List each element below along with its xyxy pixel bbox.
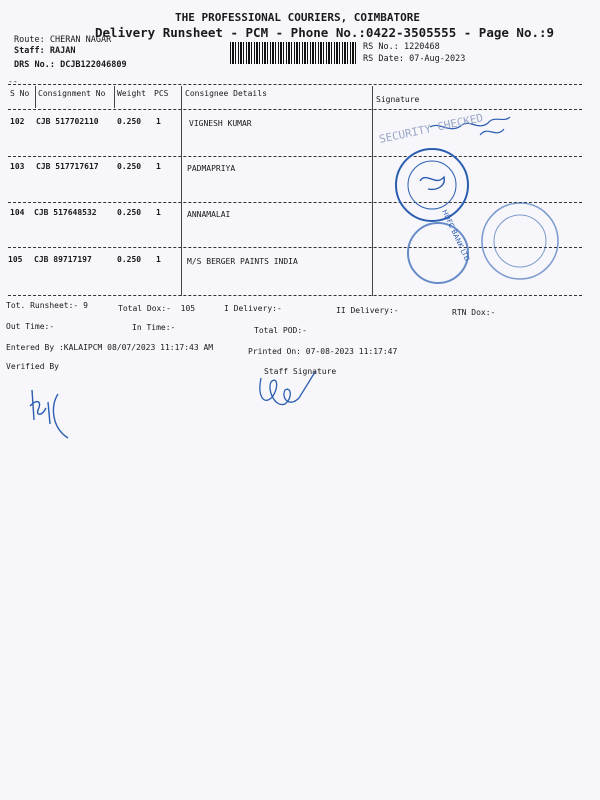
staff-value: RAJAN bbox=[49, 46, 76, 56]
printed-on: Printed On: 07-08-2023 11:17:47 bbox=[248, 347, 398, 356]
rs-date-label: RS Date: bbox=[363, 54, 404, 64]
drs-value: DCJB122046809 bbox=[60, 60, 127, 70]
verifier-signature bbox=[24, 380, 84, 442]
row-sno: 104 bbox=[10, 208, 25, 217]
row-consignment: CJB 89717197 bbox=[34, 255, 92, 264]
route-label: Route: bbox=[14, 35, 45, 45]
security-stamp-text: SECURITY CHECKED bbox=[377, 111, 485, 146]
tot-runsheet: Tot. Runsheet:- 9 bbox=[6, 301, 88, 310]
row-pcs: 1 bbox=[156, 255, 161, 264]
row-weight: 0.250 bbox=[117, 208, 142, 217]
row-consignee: M/S BERGER PAINTS INDIA bbox=[187, 257, 298, 266]
rs-no-value: 1220468 bbox=[403, 42, 440, 52]
rs-date-row bbox=[363, 54, 465, 64]
row-consignee: PADMAPRIYA bbox=[187, 164, 236, 173]
rs-no-row bbox=[363, 42, 440, 52]
entered-by: Entered By :KALAIPCM 08/07/2023 11:17:43 AM bbox=[6, 343, 214, 352]
delivery-stamps bbox=[370, 95, 590, 295]
row-consignment: CJB 517648532 bbox=[34, 208, 97, 217]
total-pod: Total POD:- bbox=[254, 326, 307, 335]
col-consignment: Consignment No bbox=[38, 89, 106, 98]
row-consignee: VIGNESH KUMAR bbox=[189, 119, 252, 128]
drs-row bbox=[14, 60, 127, 70]
rs-no-label: RS No.: bbox=[363, 42, 399, 52]
row-consignee: ANNAMALAI bbox=[187, 210, 231, 219]
staff-row bbox=[14, 46, 75, 56]
total-dox-label: Total Dox:- bbox=[118, 304, 171, 313]
col-weight: Weight bbox=[117, 89, 146, 98]
staff-signature bbox=[255, 368, 335, 414]
row-sno: 102 bbox=[10, 117, 25, 126]
dash-mark: -- bbox=[8, 77, 18, 86]
row-sno: 105 bbox=[8, 255, 23, 264]
col-divider bbox=[114, 86, 115, 108]
drs-label: DRS No.: bbox=[14, 60, 55, 70]
runsheet-title: Delivery Runsheet - PCM - Phone No.:0422-3505555 - Page No.:9 bbox=[95, 25, 555, 40]
in-time: In Time:- bbox=[132, 323, 176, 332]
hdfc-stamp-text: HDFC BANK LTD bbox=[440, 208, 472, 263]
out-time: Out Time:- bbox=[6, 322, 55, 331]
row-consignment: CJB 517717617 bbox=[36, 162, 99, 171]
row-pcs: 1 bbox=[156, 208, 161, 217]
row-weight: 0.250 bbox=[117, 162, 142, 171]
route-value: CHERAN NAGAR bbox=[49, 35, 112, 45]
i-delivery: I Delivery:- bbox=[224, 304, 282, 313]
rs-date-value: 07-Aug-2023 bbox=[409, 54, 466, 64]
row-consignment: CJB 517702110 bbox=[36, 117, 99, 126]
divider bbox=[8, 295, 582, 296]
col-divider bbox=[35, 86, 36, 108]
col-divider bbox=[181, 86, 182, 296]
rtn-dox: RTN Dox:- bbox=[452, 308, 496, 317]
col-pcs: PCS bbox=[154, 89, 169, 98]
route-row bbox=[14, 35, 111, 45]
total-dox bbox=[118, 304, 195, 313]
divider bbox=[8, 84, 582, 85]
row-pcs: 1 bbox=[156, 162, 161, 171]
col-signature: Signature bbox=[376, 95, 420, 104]
verified-by: Verified By bbox=[6, 362, 59, 371]
company-name: THE PROFESSIONAL COURIERS, COIMBATORE bbox=[175, 11, 421, 24]
staff-label: Staff: bbox=[14, 46, 45, 56]
col-sno: S No bbox=[10, 89, 30, 98]
total-dox-value: 105 bbox=[180, 304, 196, 313]
ii-delivery: II Delivery:- bbox=[336, 306, 399, 315]
col-consignee: Consignee Details bbox=[185, 89, 267, 98]
row-sno: 103 bbox=[10, 162, 25, 171]
barcode bbox=[230, 42, 358, 64]
row-weight: 0.250 bbox=[117, 255, 142, 264]
row-weight: 0.250 bbox=[117, 117, 142, 126]
staff-signature-label: Staff Signature bbox=[264, 367, 337, 376]
row-pcs: 1 bbox=[156, 117, 161, 126]
